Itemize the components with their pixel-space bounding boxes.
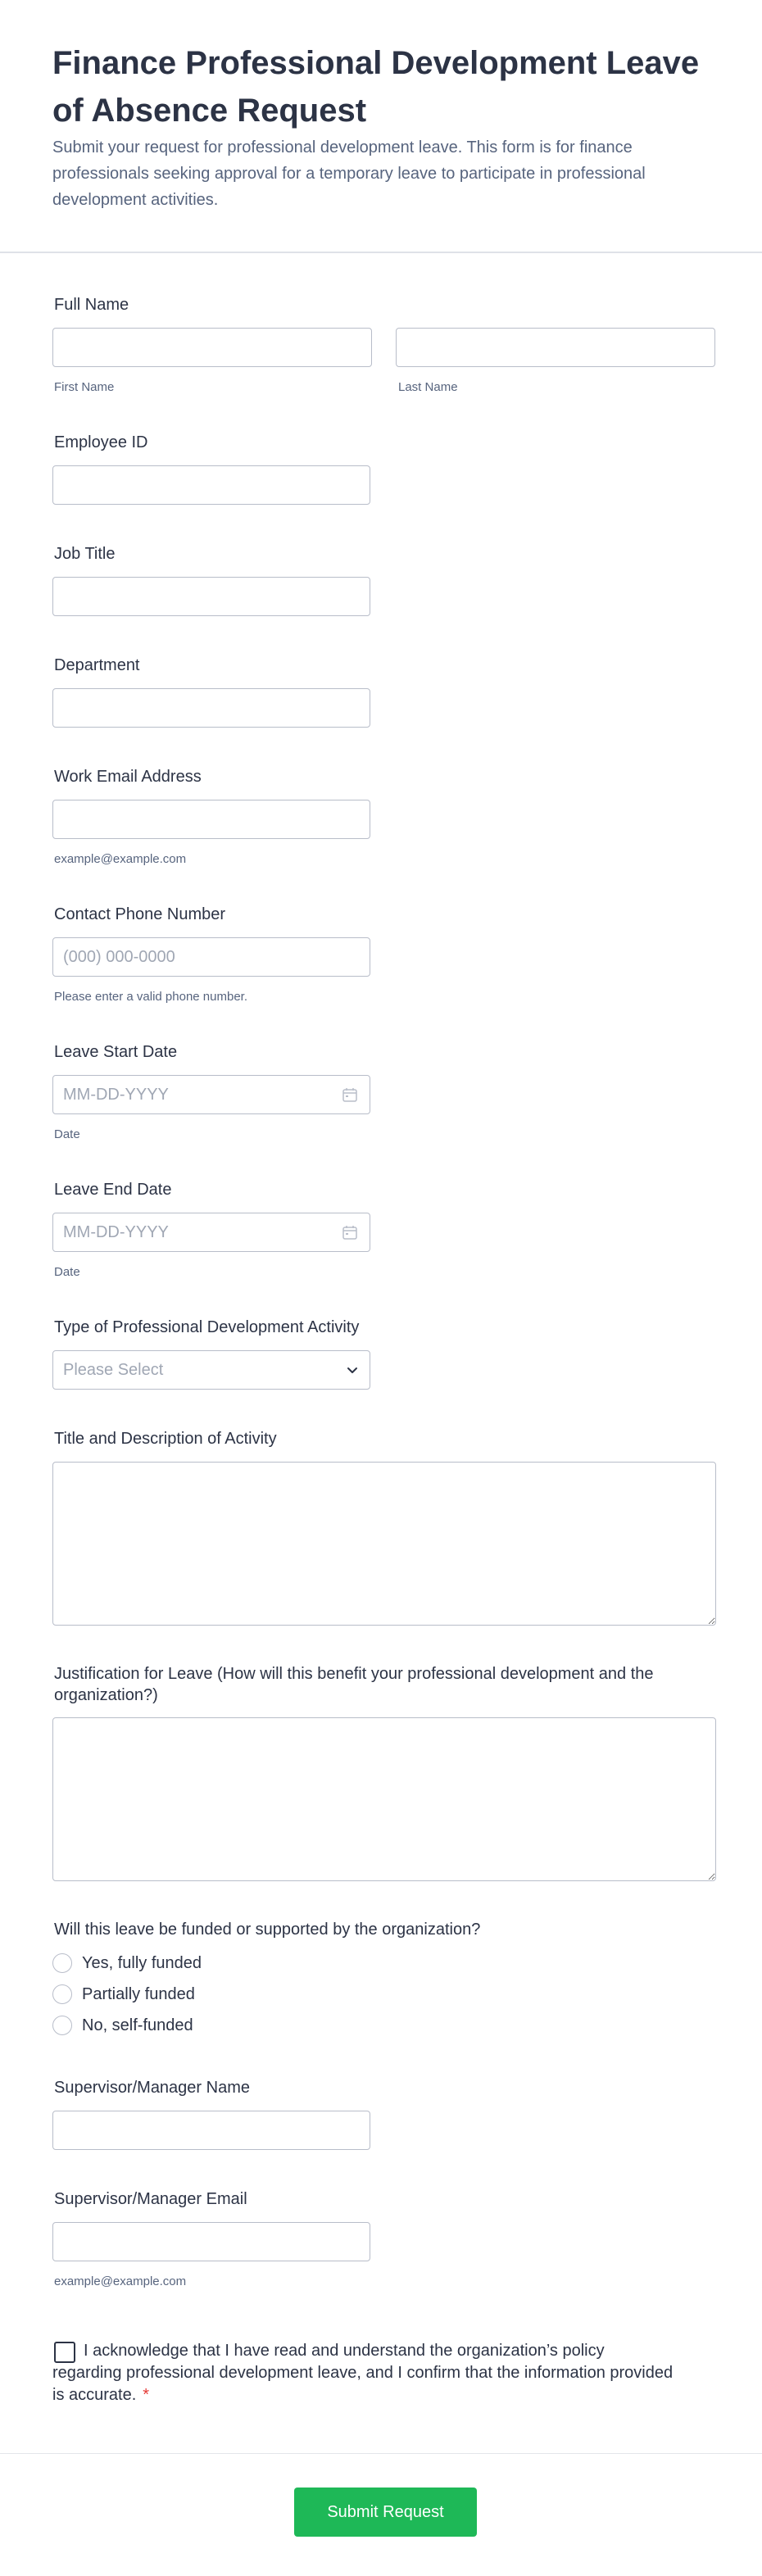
funding-option-label: Partially funded bbox=[82, 1985, 195, 2003]
leave-start-sublabel: Date bbox=[54, 1127, 80, 1141]
chevron-down-icon bbox=[347, 1365, 358, 1376]
first-name-input[interactable] bbox=[52, 328, 372, 367]
supervisor-name-input[interactable] bbox=[52, 2111, 370, 2150]
form-title: Finance Professional Development Leave of Absence Request bbox=[52, 45, 700, 129]
calendar-icon[interactable] bbox=[342, 1086, 358, 1103]
leave-end-sublabel: Date bbox=[54, 1265, 80, 1279]
justification-textarea[interactable] bbox=[52, 1717, 716, 1881]
employee-id-label: Employee ID bbox=[54, 433, 148, 451]
radio-button[interactable] bbox=[52, 1953, 72, 1973]
activity-type-select[interactable] bbox=[52, 1350, 370, 1390]
work-email-input[interactable] bbox=[52, 800, 370, 839]
first-name-sublabel: First Name bbox=[54, 380, 115, 394]
consent-text: I acknowledge that I have read and understand the organization’s policy regarding professional development leave, and I confirm that the information provided is accurate. bbox=[52, 2342, 674, 2404]
funding-option-label: Yes, fully funded bbox=[82, 1954, 202, 1972]
header-divider bbox=[0, 252, 762, 253]
activity-description-textarea[interactable] bbox=[52, 1462, 716, 1626]
leave-end-input[interactable] bbox=[52, 1213, 370, 1252]
supervisor-email-label: Supervisor/Manager Email bbox=[54, 2190, 247, 2208]
supervisor-email-sublabel: example@example.com bbox=[54, 2274, 187, 2288]
employee-id-input[interactable] bbox=[52, 465, 370, 505]
department-label: Department bbox=[54, 656, 140, 674]
work-email-sublabel: example@example.com bbox=[54, 852, 187, 866]
phone-input[interactable] bbox=[52, 937, 370, 977]
department-input[interactable] bbox=[52, 688, 370, 728]
funding-label: Will this leave be funded or supported by the organization? bbox=[54, 1921, 481, 1939]
form-description: Submit your request for professional development leave. This form is for finance professionals seeking approval for a temporary leave to participate in professional development activities. bbox=[52, 138, 646, 209]
activity-description-label: Title and Description of Activity bbox=[54, 1430, 277, 1448]
submit-request-button[interactable]: Submit Request bbox=[294, 2488, 477, 2537]
last-name-sublabel: Last Name bbox=[398, 380, 458, 394]
leave-start-label: Leave Start Date bbox=[54, 1043, 178, 1061]
last-name-input[interactable] bbox=[396, 328, 715, 367]
job-title-label: Job Title bbox=[54, 545, 116, 563]
supervisor-email-input[interactable] bbox=[52, 2222, 370, 2261]
required-indicator: * bbox=[143, 2386, 150, 2404]
leave-start-input[interactable] bbox=[52, 1075, 370, 1114]
supervisor-name-label: Supervisor/Manager Name bbox=[54, 2079, 250, 2097]
radio-button[interactable] bbox=[52, 2016, 72, 2035]
leave-end-label: Leave End Date bbox=[54, 1181, 172, 1199]
form-header bbox=[52, 39, 724, 213]
full-name-label: Full Name bbox=[54, 296, 129, 314]
consent-text-block bbox=[52, 2340, 675, 2406]
calendar-icon[interactable] bbox=[342, 1224, 358, 1240]
phone-label: Contact Phone Number bbox=[54, 905, 226, 923]
radio-button[interactable] bbox=[52, 1984, 72, 2004]
footer-divider bbox=[0, 2453, 762, 2454]
job-title-input[interactable] bbox=[52, 577, 370, 616]
phone-sublabel: Please enter a valid phone number. bbox=[54, 990, 247, 1004]
funding-option-label: No, self-funded bbox=[82, 2016, 193, 2034]
activity-type-label: Type of Professional Development Activity bbox=[54, 1318, 360, 1336]
work-email-label: Work Email Address bbox=[54, 768, 202, 786]
activity-type-selected: Please Select bbox=[63, 1361, 164, 1379]
justification-label: Justification for Leave (How will this benefit your professional development and the organization?) bbox=[54, 1665, 654, 1704]
